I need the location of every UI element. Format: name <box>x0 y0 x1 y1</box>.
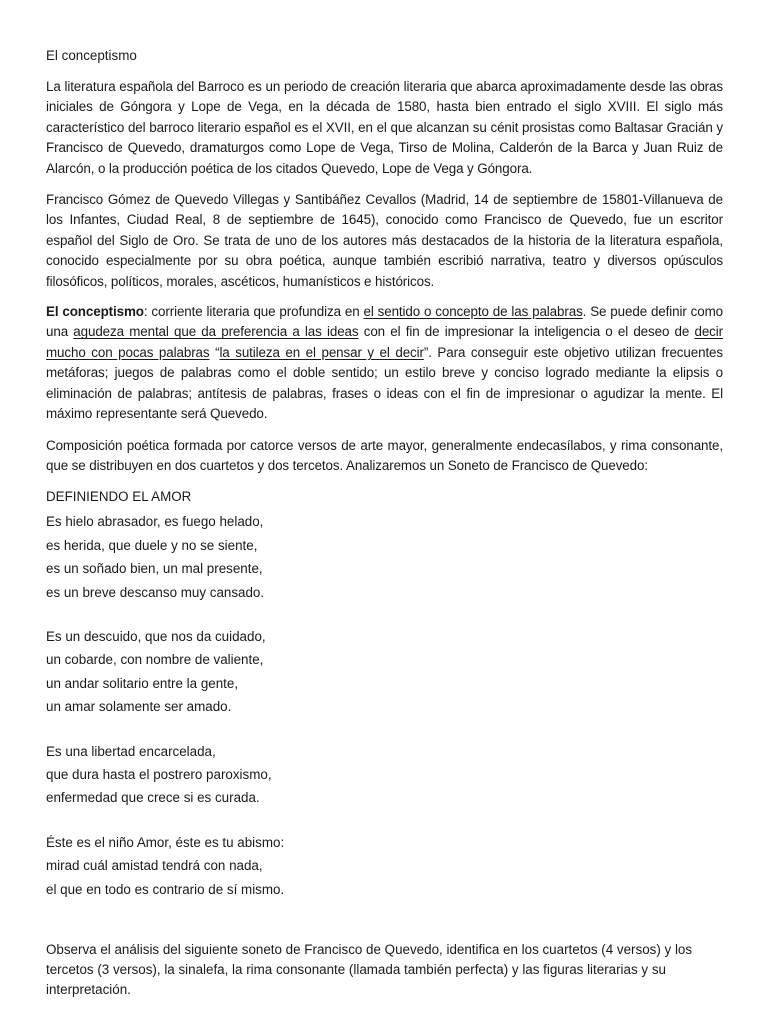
paragraph-conceptismo <box>46 302 723 424</box>
text-segment: : corriente literaria que profundiza en <box>143 304 364 320</box>
poem-verse: Éste es el niño Amor, éste es tu abismo: <box>46 834 285 850</box>
poem-verse: Es una libertad encarcelada, <box>46 743 216 759</box>
poem-stanza <box>46 740 723 810</box>
poem-verse: es un soñado bien, un mal presente, <box>46 561 263 577</box>
poem-verse: Es un descuido, que nos da cuidado, <box>46 628 266 644</box>
underlined-phrase: decir mucho con pocas palabras <box>46 324 723 360</box>
poem-verse: un cobarde, con nombre de valiente, <box>46 652 264 668</box>
poem <box>46 510 723 901</box>
term-conceptismo: El conceptismo <box>46 304 144 320</box>
poem-verse: que dura hasta el postrero paroxismo, <box>46 766 272 782</box>
paragraph-soneto: Composición poética formada por catorce versos de arte mayor, generalmente endecasílabos, y rima consonante, que se distribuyen en dos cuartetos y dos tercetos. Analizaremos un Soneto de Francisco de Quevedo: <box>46 437 723 473</box>
text-segment: “ <box>209 344 220 360</box>
text-segment: ”. Para conseguir este objetivo utilizan frecuentes metáforas; juegos de palabras como el doble sentido; un estilo breve y conciso logrado mediante la elipsis o eliminación de palabras; antítesis de palabras, frases o ideas con el fin de impresionar o agudizar la mente. El máximo representante será Quevedo. <box>46 344 724 422</box>
poem-verse: mirad cuál amistad tendrá con nada, <box>46 858 263 874</box>
poem-verse: es herida, que duele y no se siente, <box>46 537 258 553</box>
poem-verse: es un breve descanso muy cansado. <box>46 584 265 600</box>
poem-title: DEFINIENDO EL AMOR <box>46 489 192 505</box>
underlined-phrase: la sutileza en el pensar y el decir <box>219 344 424 360</box>
document-body <box>46 46 723 922</box>
paragraph-instruction: Observa el análisis del siguiente soneto de Francisco de Quevedo, identifica en los cuartetos (4 versos) y los tercetos (3 versos), la sinalefa, la rima consonante (llamada también perfecta) y las figuras literarias y su interpretación. <box>46 942 693 998</box>
poem-stanza <box>46 510 723 604</box>
poem-verse: el que en todo es contrario de sí mismo. <box>46 881 285 897</box>
underlined-phrase: agudeza mental que da preferencia a las ideas <box>73 324 359 340</box>
text-segment: . Se puede definir como una <box>46 304 723 340</box>
poem-stanza <box>46 831 723 901</box>
document-title: El conceptismo <box>46 48 137 63</box>
poem-verse: un andar solitario entre la gente, <box>46 675 239 691</box>
underlined-phrase: el sentido o concepto de las palabras <box>363 304 583 320</box>
paragraph-quevedo-bio: Francisco Gómez de Quevedo Villegas y Santibáñez Cevallos (Madrid, 14 de septiembre de 15801-Villanueva de los Infantes, Ciudad Real, 8 de septiembre de 1645), conocido como Francisco de Quevedo, fue un escritor español del Siglo de Oro. Se trata de uno de los autores más destacados de la historia de la literatura española, conocido especialmente por su obra poética, aunque también escribió narrativa, teatro y diversos opúsculos filosóficos, políticos, morales, ascéticos, humanísticos e históricos. <box>46 192 723 289</box>
poem-verse: Es hielo abrasador, es fuego helado, <box>46 514 264 530</box>
text-segment: con el fin de impresionar la inteligencia o el deseo de <box>358 324 695 340</box>
poem-verse: un amar solamente ser amado. <box>46 699 232 715</box>
poem-verse: enfermedad que crece si es curada. <box>46 790 260 806</box>
paragraph-barroco: La literatura española del Barroco es un periodo de creación literaria que abarca aproximadamente desde las obras iniciales de Góngora y Lope de Vega, en la década de 1580, hasta bien entrado el siglo XVIII. El siglo más característico del barroco literario español es el XVII, en el que alcanzan su cénit prosistas como Baltasar Gracián y Francisco de Quevedo, dramaturgos como Lope de Vega, Tirso de Molina, Calderón de la Barca y Juan Ruiz de Alarcón, o la producción poética de los citados Quevedo, Lope de Vega y Góngora. <box>46 79 723 176</box>
poem-stanza <box>46 625 723 719</box>
